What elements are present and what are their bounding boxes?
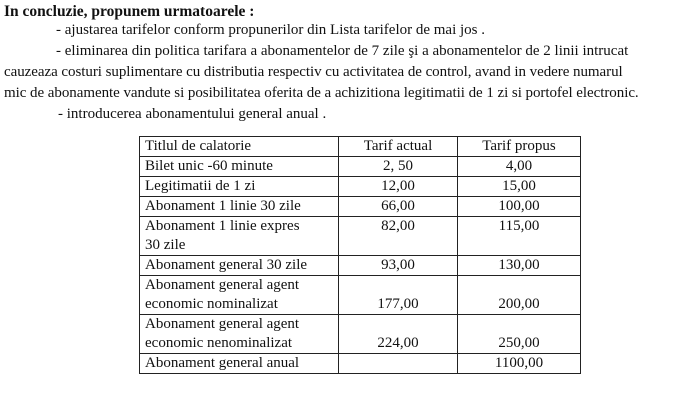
proposed-tariff: 115,00 xyxy=(458,217,581,256)
table-row xyxy=(140,177,581,197)
header-ticket-title: Titlul de calatorie xyxy=(140,137,339,157)
table-row xyxy=(140,217,581,256)
proposed-tariff: 1100,00 xyxy=(458,354,581,374)
current-tariff: 177,00 xyxy=(339,276,458,315)
ticket-title xyxy=(140,315,339,354)
table-row xyxy=(140,354,581,374)
current-tariff: 93,00 xyxy=(339,256,458,276)
ticket-title-line-2: economic nominalizat xyxy=(145,296,278,312)
header-proposed-tariff: Tarif propus xyxy=(458,137,581,157)
ticket-title: Legitimatii de 1 zi xyxy=(140,177,339,197)
ticket-title-line-2: 30 zile xyxy=(145,237,186,253)
proposed-tariff: 100,00 xyxy=(458,197,581,217)
table-header-row xyxy=(140,137,581,157)
ticket-title-line-1: Abonament general agent xyxy=(145,277,300,293)
table-row xyxy=(140,315,581,354)
ticket-title: Bilet unic -60 minute xyxy=(140,157,339,177)
current-tariff: 224,00 xyxy=(339,315,458,354)
proposal-item-remove-subscriptions: - eliminarea din politica tarifara a abonamentelor de 7 zile şi a abonamentelor de 2 linii intrucat xyxy=(56,43,629,59)
current-tariff: 2, 50 xyxy=(339,157,458,177)
ticket-title xyxy=(140,217,339,256)
proposed-tariff: 200,00 xyxy=(458,276,581,315)
ticket-title: Abonament general anual xyxy=(140,354,339,374)
proposed-tariff: 4,00 xyxy=(458,157,581,177)
ticket-title: Abonament general 30 zile xyxy=(140,256,339,276)
proposed-tariff: 250,00 xyxy=(458,315,581,354)
ticket-title-line-1: Abonament 1 linie expres xyxy=(145,218,300,234)
current-tariff xyxy=(339,354,458,374)
table-row xyxy=(140,256,581,276)
ticket-title-line-1: Abonament general agent xyxy=(145,316,300,332)
tariff-table xyxy=(139,136,581,374)
current-tariff: 12,00 xyxy=(339,177,458,197)
header-current-tariff: Tarif actual xyxy=(339,137,458,157)
table-row xyxy=(140,157,581,177)
table-row xyxy=(140,276,581,315)
proposal-item-remove-subscriptions-cont-2: mic de abonamente vandute si posibilitatea oferita de a achizitiona legitimatii de 1 zi si portofel electronic. xyxy=(4,85,639,101)
ticket-title-line-2: economic nenominalizat xyxy=(145,335,293,351)
table-row xyxy=(140,197,581,217)
proposal-item-annual-subscription: - introducerea abonamentului general anual . xyxy=(58,106,327,122)
proposed-tariff: 15,00 xyxy=(458,177,581,197)
conclusion-heading: In concluzie, propunem urmatoarele : xyxy=(4,3,255,20)
current-tariff: 82,00 xyxy=(339,217,458,256)
proposal-item-adjust-tariffs: - ajustarea tarifelor conform propunerilor din Lista tarifelor de mai jos . xyxy=(56,22,486,38)
current-tariff: 66,00 xyxy=(339,197,458,217)
proposed-tariff: 130,00 xyxy=(458,256,581,276)
ticket-title: Abonament 1 linie 30 zile xyxy=(140,197,339,217)
ticket-title xyxy=(140,276,339,315)
proposal-item-remove-subscriptions-cont-1: cauzeaza costuri suplimentare cu distributia respectiv cu activitatea de control, avand in vedere numarul xyxy=(4,64,623,80)
